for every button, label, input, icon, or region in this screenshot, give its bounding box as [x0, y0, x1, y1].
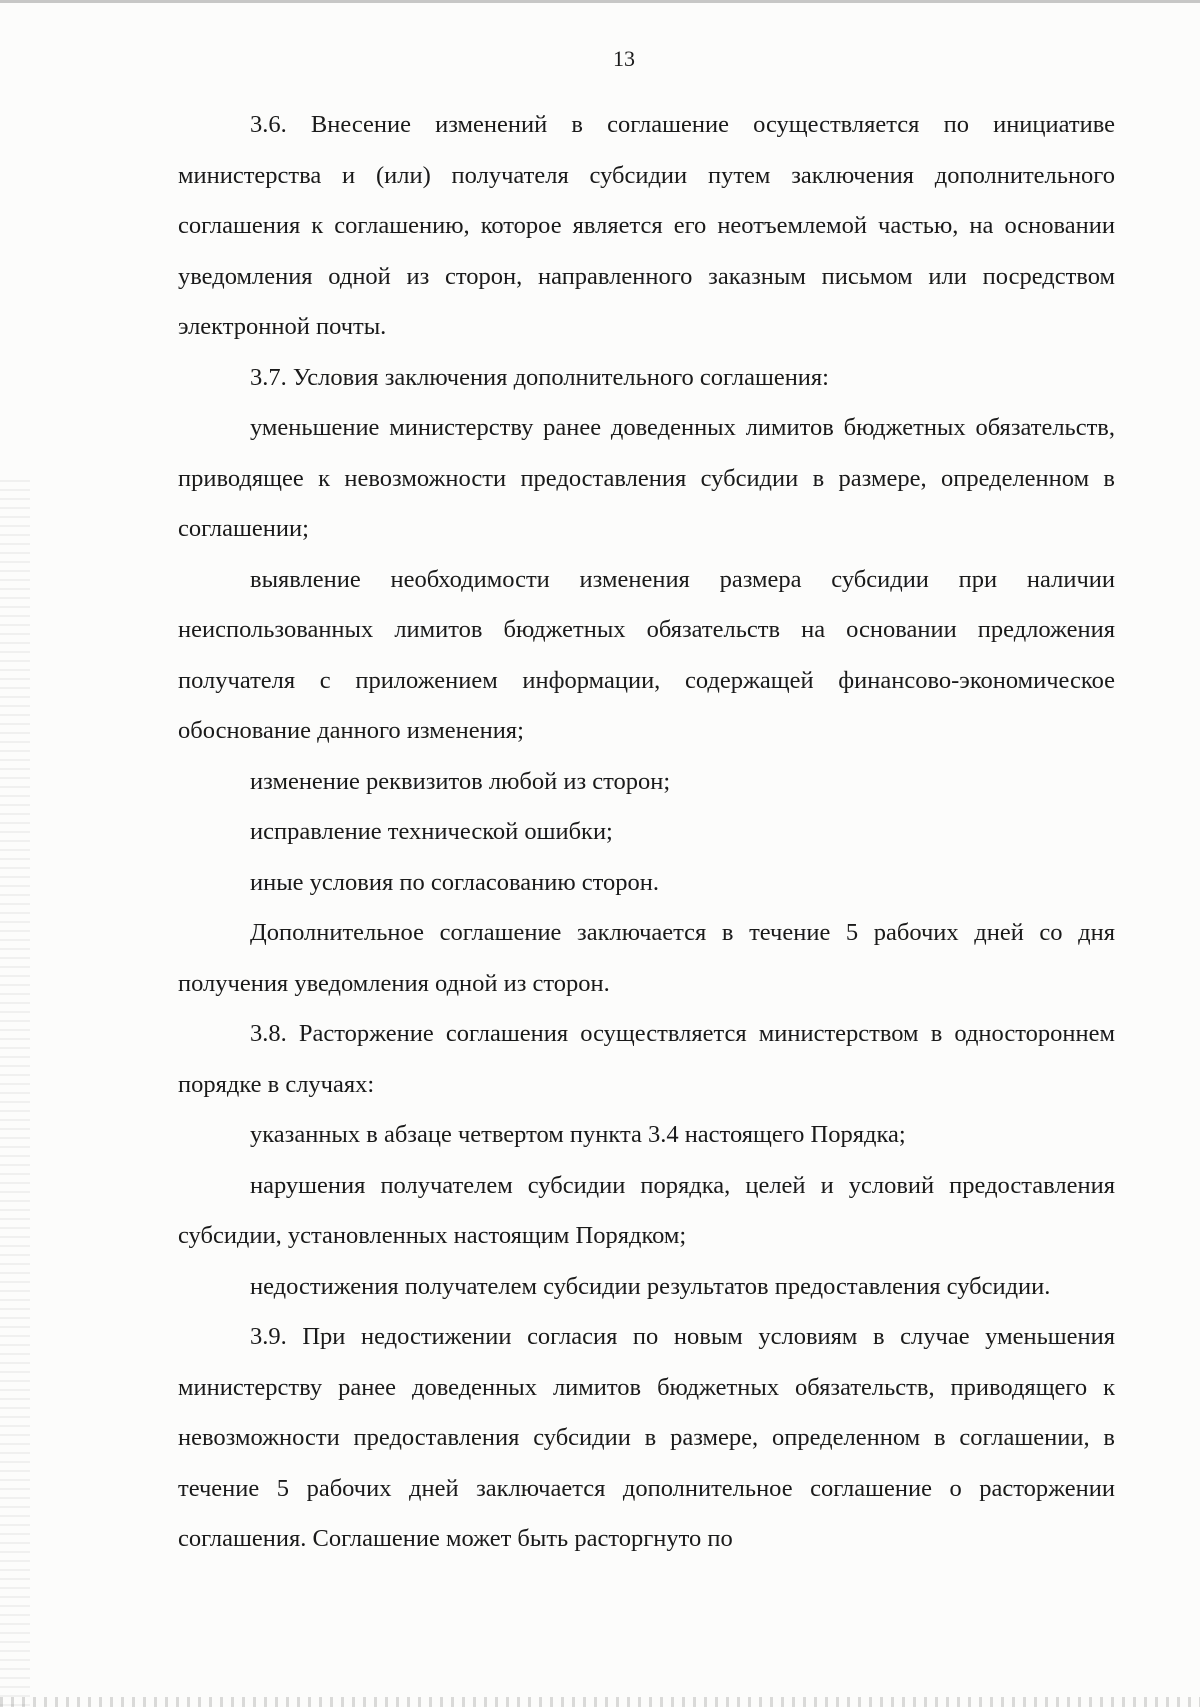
paragraph-3-7: 3.7. Условия заключения дополнительного соглашения: — [250, 363, 829, 391]
paragraph-additional-agreement-term: Дополнительное соглашение заключается в течение 5 рабочих дней со дня получения уведомления одной из сторон. — [178, 919, 1115, 997]
termination-case-3-4: указанных в абзаце четвертом пункта 3.4 настоящего Порядка; — [250, 1121, 906, 1148]
termination-case-violation: нарушения получателем субсидии порядка, целей и условий предоставления субсидии, установленных настоящим Порядком; — [178, 1171, 1115, 1249]
scan-edge-bottom — [0, 1697, 1200, 1707]
document-body — [178, 100, 1115, 1565]
condition-other: иные условия по согласованию сторон. — [250, 868, 660, 896]
scan-edge-left — [0, 480, 30, 1707]
paragraph-3-6: 3.6. Внесение изменений в соглашение осуществляется по инициативе министерства и (или) получателя субсидии путем заключения дополнительного соглашения к соглашению, которое является его неотъемлемой частью, на основании уведомления одной из сторон, направленного заказным письмом или посредством электронной почты. — [178, 111, 1115, 340]
paragraph-3-9: 3.9. При недостижении согласия по новым условиям в случае уменьшения министерству ранее доведенных лимитов бюджетных обязательств, приводящего к невозможности предоставления субсидии в размере, определенном в соглашении, в течение 5 рабочих дней заключается дополнительное соглашение о расторжении соглашения. Соглашение может быть расторгнуто по — [178, 1323, 1115, 1552]
termination-case-results: недостижения получателем субсидии результатов предоставления субсидии. — [250, 1272, 1051, 1300]
page-number — [0, 46, 1200, 72]
condition-limit-reduction: уменьшение министерству ранее доведенных лимитов бюджетных обязательств, приводящее к невозможности предоставления субсидии в размере, определенном в соглашении; — [178, 414, 1115, 542]
paragraph-3-8: 3.8. Расторжение соглашения осуществляется министерством в одностороннем порядке в случаях: — [178, 1020, 1115, 1098]
condition-technical-error: исправление технической ошибки; — [250, 818, 613, 845]
scan-edge-top — [0, 0, 1200, 3]
condition-subsidy-change: выявление необходимости изменения размера субсидии при наличии неиспользованных лимитов бюджетных обязательств на основании предложения получателя с приложением информации, содержащей финансово-экономическое обоснование данного изменения; — [178, 565, 1115, 744]
condition-requisites-change: изменение реквизитов любой из сторон; — [250, 767, 671, 795]
page-number-text: 13 — [613, 46, 635, 71]
